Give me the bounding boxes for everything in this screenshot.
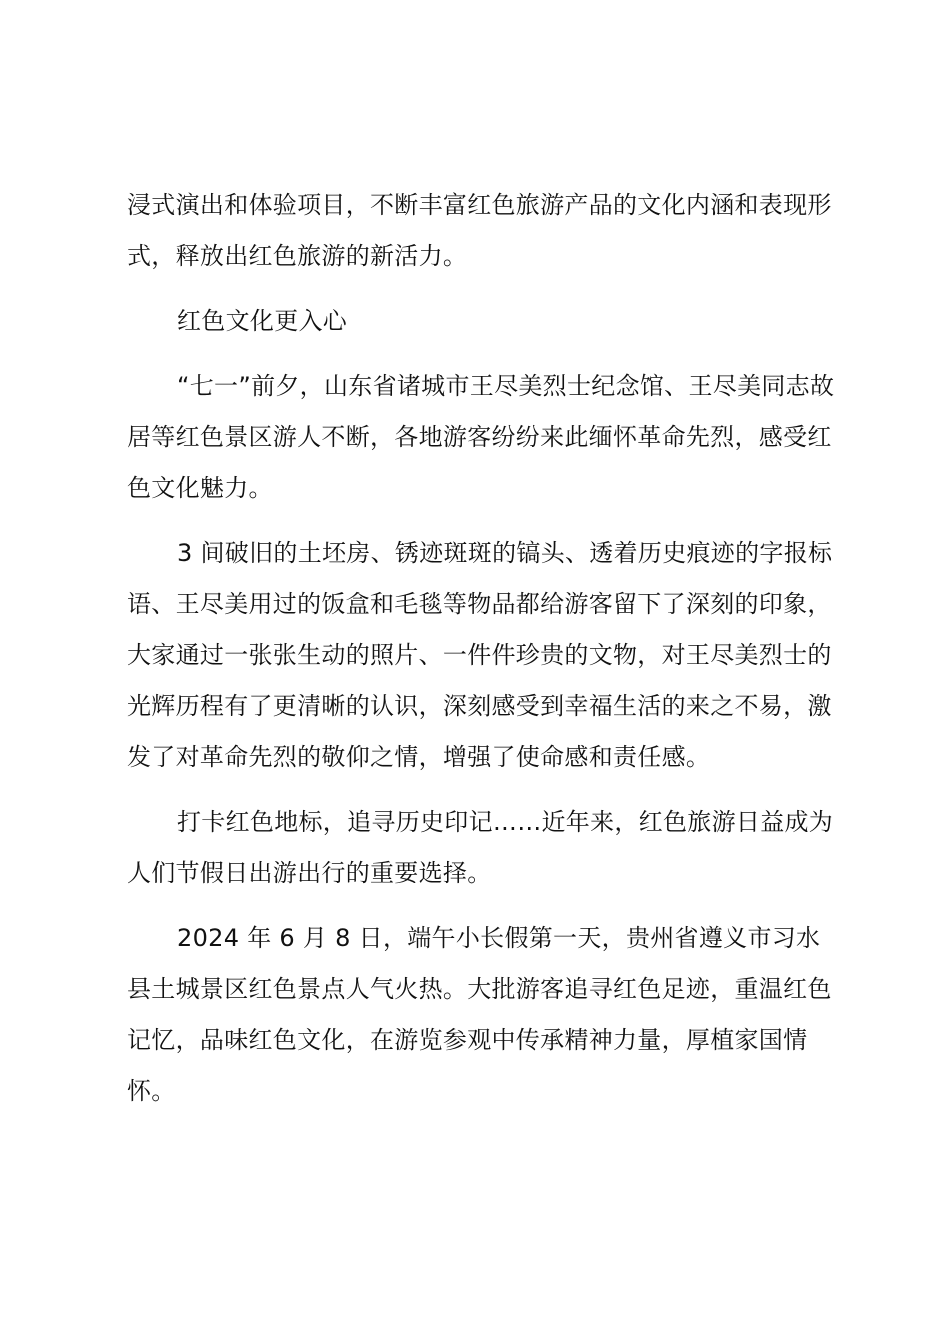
paragraph-red-tourism: 打卡红色地标，追寻历史印记……近年来，红色旅游日益成为人们节假日出游出行的重要选择。 (127, 808, 834, 887)
section-heading: 红色文化更入心 (177, 307, 348, 335)
paragraph-exhibits: 3 间破旧的土坯房、锈迹斑斑的镐头、透着历史痕迹的字报标语、王尽美用过的饭盒和毛毯等物品都给游客留下了深刻的印象，大家通过一张张生动的照片、一件件珍贵的文物，对王尽美烈士的光辉历程有了更清晰的认识，深刻感受到幸福生活的来之不易，激发了对革命先烈的敬仰之情，增强了使命感和责任感。 (127, 539, 833, 771)
paragraph-tucheng: 2024 年 6 月 8 日，端午小长假第一天，贵州省遵义市习水县土城景区红色景点人气火热。大批游客追寻红色足迹，重温红色记忆，品味红色文化，在游览参观中传承精神力量，厚植家国情怀。 (127, 924, 832, 1105)
paragraph-zhucheng: “七一”前夕，山东省诸城市王尽美烈士纪念馆、王尽美同志故居等红色景区游人不断，各地游客纷纷来此缅怀革命先烈，感受红色文化魅力。 (127, 372, 835, 502)
paragraph-continuation: 浸式演出和体验项目，不断丰富红色旅游产品的文化内涵和表现形式，释放出红色旅游的新活力。 (127, 191, 832, 270)
document-page (127, 180, 837, 1131)
